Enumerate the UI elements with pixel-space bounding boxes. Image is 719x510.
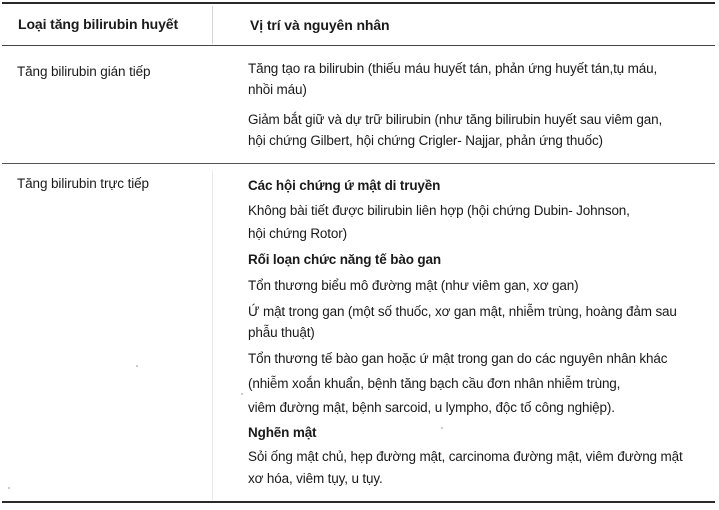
cause-line: Không bài tiết được bilirubin liên hợp (hội chứng Dubin- Johnson, bbox=[248, 203, 630, 218]
cause-line: Sỏi ống mật chủ, hẹp đường mật, carcinoma đường mật, viêm đường mật bbox=[248, 449, 683, 464]
row-type-direct: Tăng bilirubin trực tiếp bbox=[17, 176, 149, 191]
cause-line: Giảm bắt giữ và dự trữ bilirubin (như tăng bilirubin huyết sau viêm gan, bbox=[248, 112, 663, 127]
cause-line: (nhiễm xoắn khuẩn, bệnh tăng bạch cầu đơn nhân nhiễm trùng, bbox=[248, 376, 621, 391]
cause-line: Tổn thương tế bào gan hoặc ứ mật trong gan do các nguyên nhân khác bbox=[248, 351, 668, 366]
cause-line: phẫu thuật) bbox=[248, 325, 315, 340]
scan-speck bbox=[441, 427, 443, 429]
cause-line: Tổn thương biểu mô đường mật (như viêm gan, xơ gan) bbox=[248, 278, 579, 293]
column-divider bbox=[212, 6, 213, 44]
cause-line: nhồi máu) bbox=[248, 82, 307, 97]
cause-group-heading: Rối loạn chức năng tế bào gan bbox=[248, 252, 441, 267]
table-bottom-rule bbox=[2, 501, 715, 503]
cause-line: hội chứng Gilbert, hội chứng Crigler- Najjar, phản ứng thuốc) bbox=[248, 133, 603, 148]
row-separator bbox=[2, 163, 715, 164]
cause-line: Ứ mật trong gan (một số thuốc, xơ gan mật, nhiễm trùng, hoàng đảm sau bbox=[248, 304, 677, 319]
row-type-indirect: Tăng bilirubin gián tiếp bbox=[17, 64, 151, 79]
cause-line: hội chứng Rotor) bbox=[248, 226, 347, 241]
scan-speck bbox=[136, 365, 138, 367]
scan-speck bbox=[241, 393, 243, 395]
column-divider-faint bbox=[212, 170, 213, 500]
cause-line: xơ hóa, viêm tụy, u tụy. bbox=[248, 471, 383, 486]
header-rule bbox=[2, 45, 715, 46]
header-cause: Vị trí và nguyên nhân bbox=[250, 17, 390, 33]
cause-line: viêm đường mật, bệnh sarcoid, u lympho, độc tố công nghiệp). bbox=[248, 400, 615, 415]
scan-speck bbox=[8, 487, 10, 489]
cause-group-heading: Nghẽn mật bbox=[248, 425, 317, 440]
table-top-rule bbox=[2, 2, 715, 4]
cause-line: Tăng tạo ra bilirubin (thiếu máu huyết tán, phản ứng huyết tán,tụ máu, bbox=[248, 61, 658, 76]
cause-group-heading: Các hội chứng ứ mật di truyền bbox=[248, 178, 441, 193]
header-type: Loại tăng bilirubin huyết bbox=[18, 16, 179, 32]
